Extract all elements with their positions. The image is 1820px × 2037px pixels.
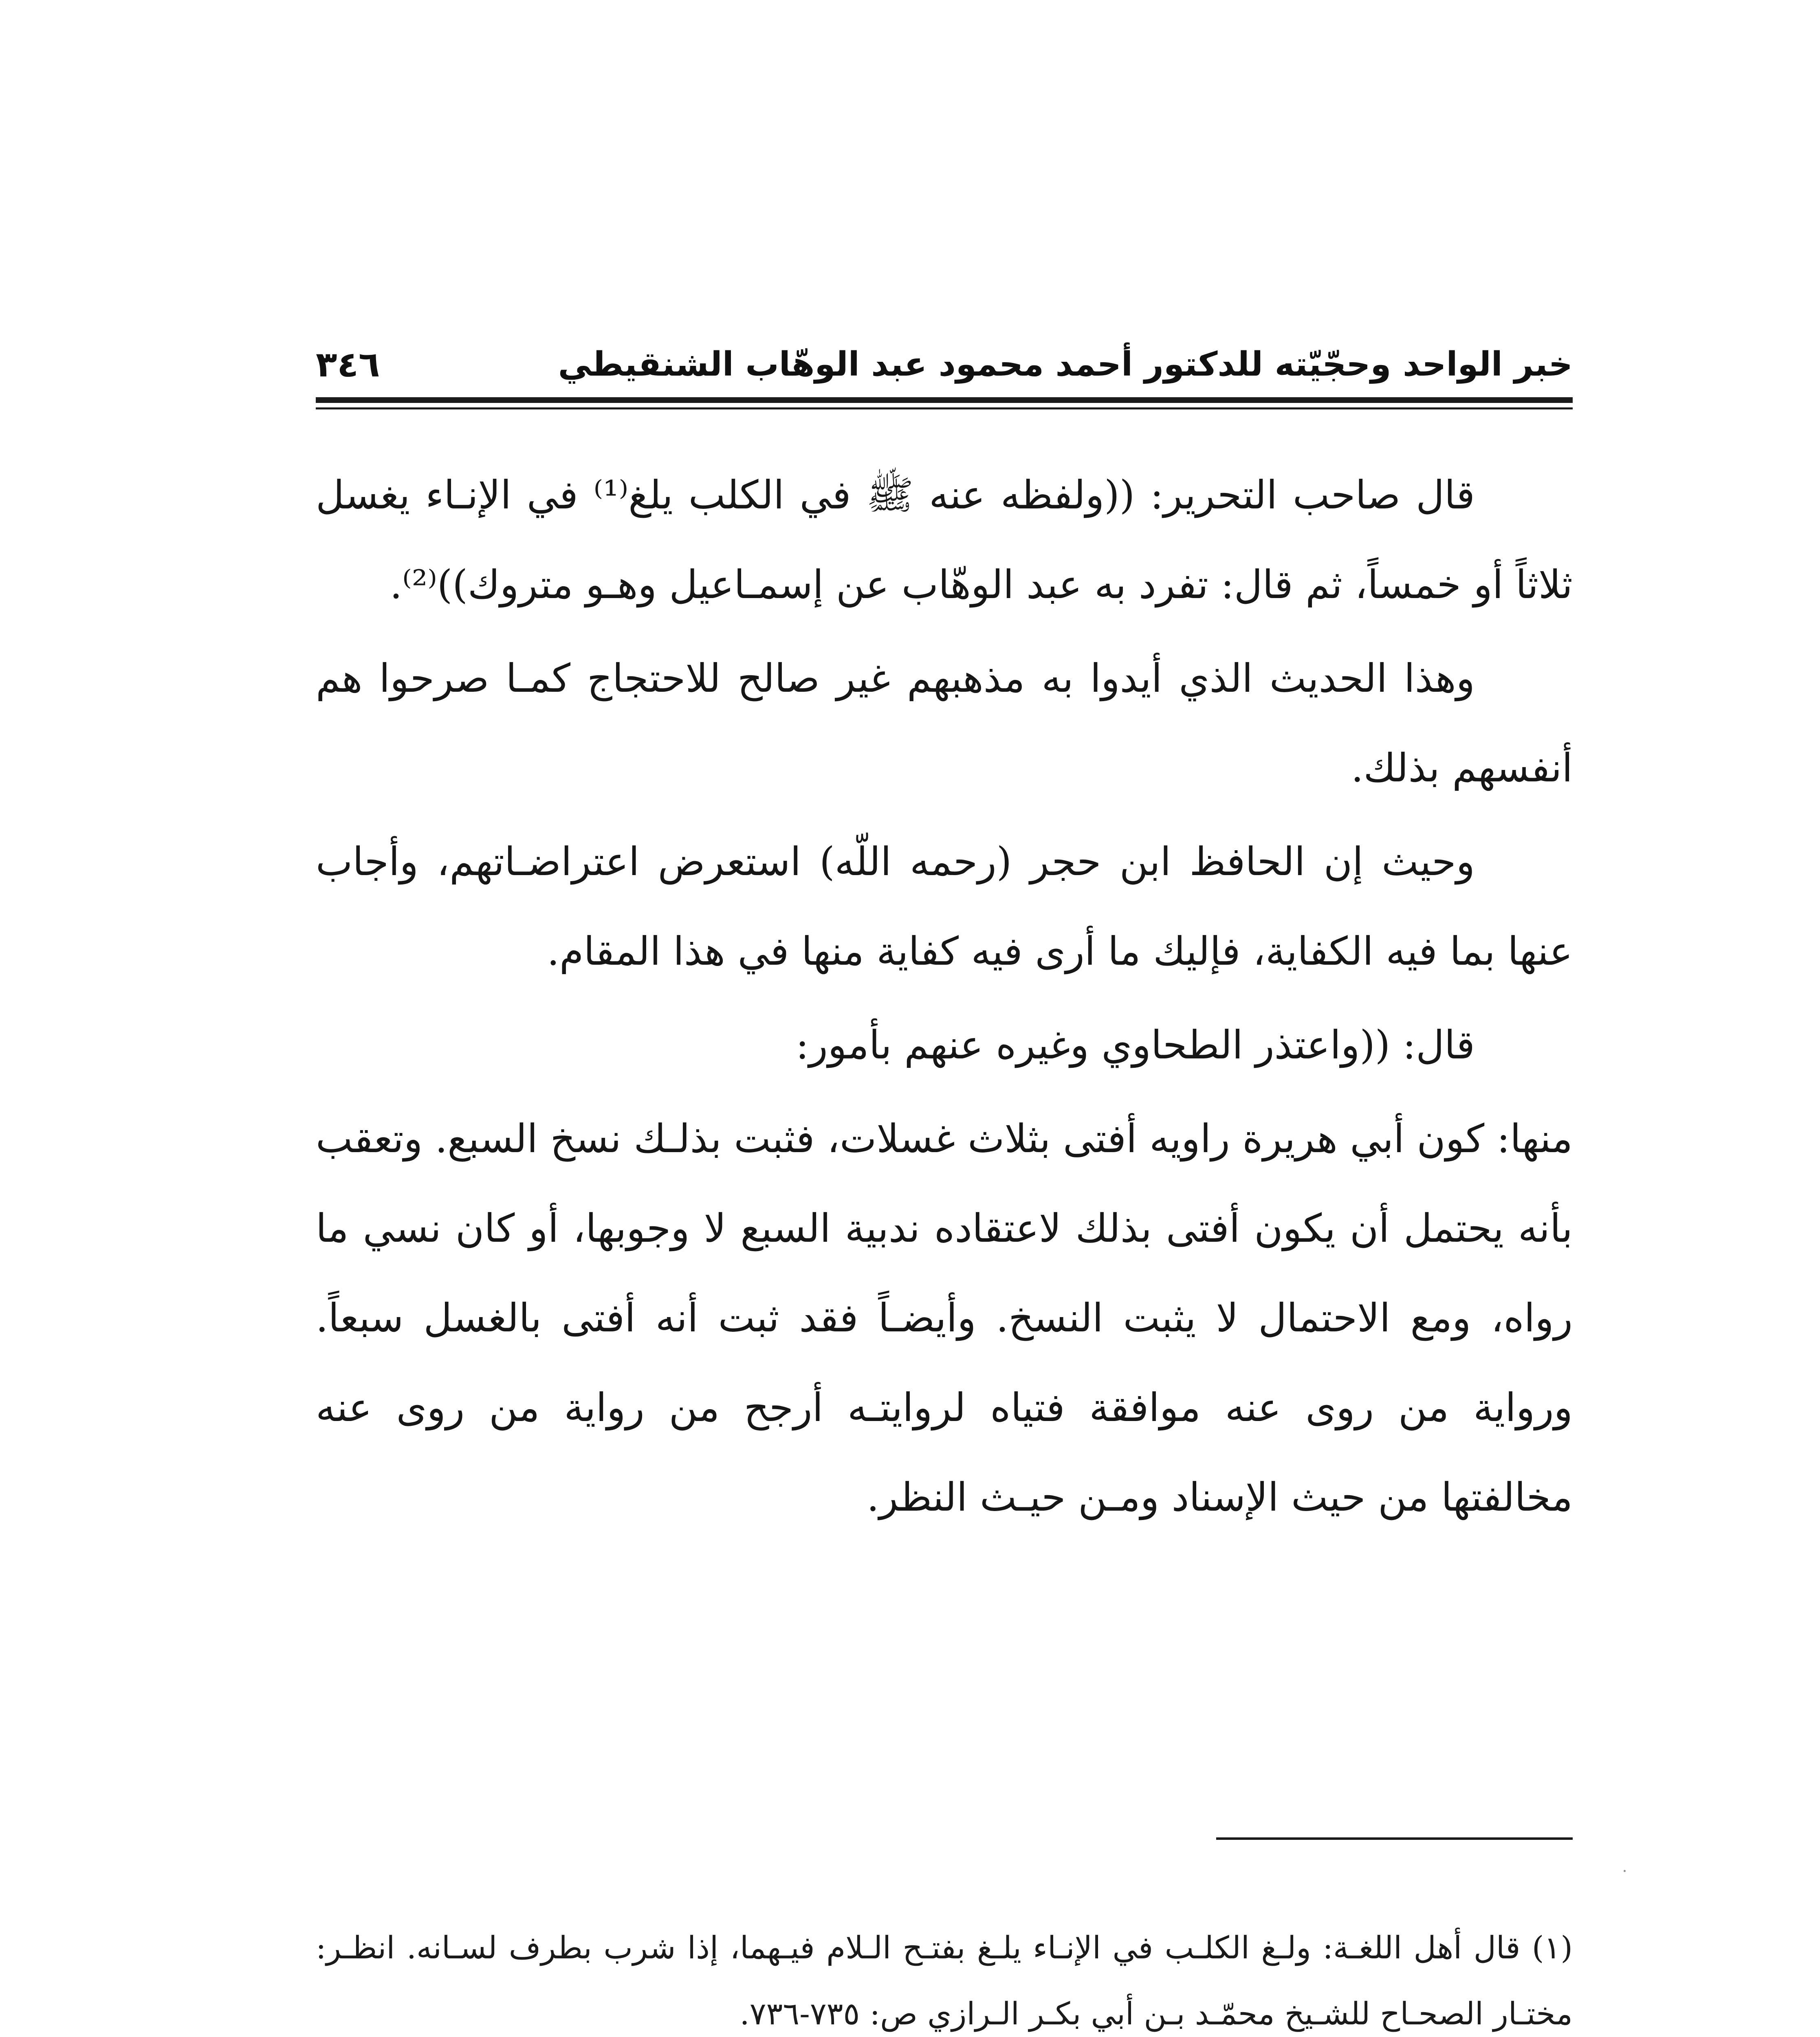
running-header: [316, 342, 1573, 391]
body-text: [316, 450, 1573, 1542]
paragraph: منها: كون أبي هريرة راويه أفتى بثلاث غسلات، فثبت بذلـك نسخ السبع. وتعقب بأنه يحتمل أن يكون أفتى بذلك لاعتقاده ندبية السبع لا وجوبها، أو كان نسي ما رواه، ومع الاحتمال لا يثبت النسخ. وأيضـاً فقد ثبت أنه أفتى بالغسل سبعاً. ورواية من روى عنه موافقة فتياه لروايتـه أرجح من رواية من روى عنه مخالفتها من حيث الإسناد ومـن حيـث النظر.: [316, 1116, 1573, 1520]
header-rule-thin: [316, 407, 1573, 409]
header-rule-thick: [316, 397, 1573, 403]
paragraph: وهذا الحديث الذي أيدوا به مذهبهم غير صالح للاحتجاج كمـا صرحوا هم أنفسهم بذلك.: [316, 656, 1573, 791]
paragraph: قال: ((واعتذر الطحاوي وغيره عنهم بأمور:: [795, 1022, 1475, 1068]
header-title: خبر الواحد وحجّيّته للدكتور أحمد محمود عبد الوهّاب الشنقيطي: [558, 345, 1573, 384]
page-number: ٣٤٦: [316, 344, 380, 385]
scan-speck: [1624, 1870, 1626, 1872]
paragraph: وحيث إن الحافظ ابن حجر (رحمه اللّه) استعرض اعتراضـاتهم، وأجاب عنها بما فيه الكفاية، فإليك ما أرى فيه كفاية منها في هذا المقام.: [316, 839, 1573, 974]
paragraph: قال صاحب التحرير: ((ولفظه عنه ﷺ في الكلب يلغ⁽¹⁾ في الإنـاء يغسل ثلاثاً أو خمساً، ثم قال: تفرد به عبد الوهّاب عن إسمـاعيل وهـو متروك))⁽²⁾.: [316, 472, 1573, 607]
footnote-separator: [1216, 1837, 1573, 1840]
footnote: (١) قال أهل اللغـة: ولـغ الكلـب في الإنـاء يلـغ بفتـح الـلام فيـهما، إذا شرب بطرف لسـانه. انظـر: مختـار الصحـاح للشـيخ محمّـد بـن أبي بكـر الـرازي ص: ٧٣٥-٧٣٦.: [316, 1929, 1573, 2032]
footnotes: [316, 1915, 1573, 2037]
